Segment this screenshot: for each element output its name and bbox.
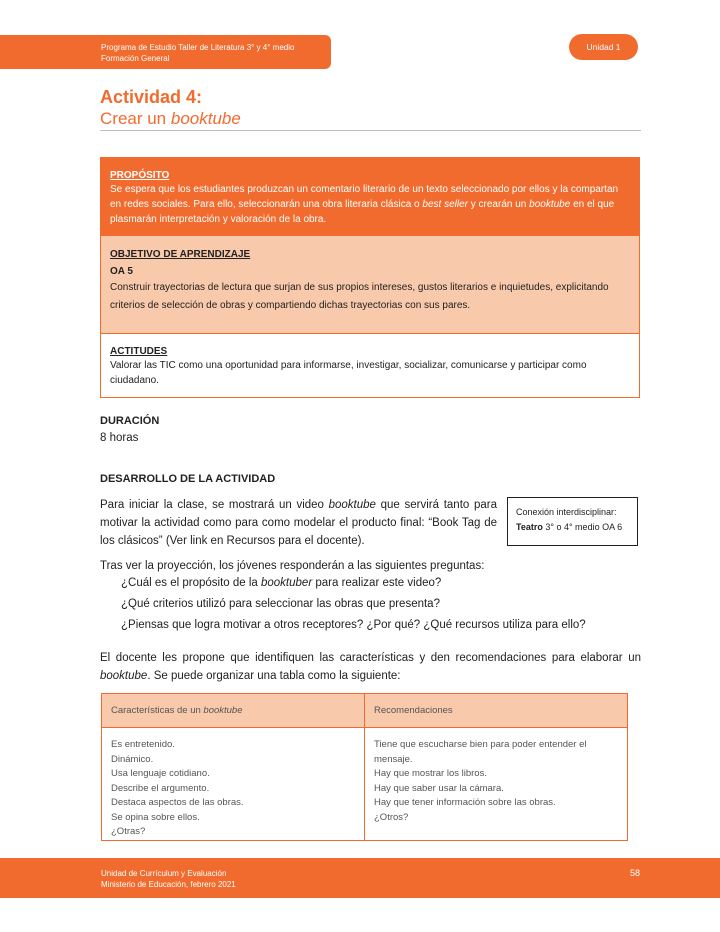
header-left-prefix: Características de un bbox=[111, 705, 204, 716]
purpose-text bbox=[110, 182, 630, 227]
list-item: Es entretenido. bbox=[111, 739, 175, 750]
program-subtitle: Formación General bbox=[101, 54, 170, 63]
objective-box bbox=[100, 235, 640, 334]
development-heading: DESARROLLO DE LA ACTIVIDAD bbox=[100, 473, 276, 485]
list-item: Describe el argumento. bbox=[111, 782, 210, 794]
duration-heading: DURACIÓN bbox=[100, 415, 160, 427]
question-2: ¿Qué criterios utilizó para seleccionar las obras que presenta? bbox=[121, 598, 440, 610]
questions-intro: Tras ver la proyección, los jóvenes responderán a las siguientes preguntas: bbox=[100, 560, 485, 572]
program-header bbox=[0, 35, 331, 69]
header-left-italic: booktube bbox=[203, 705, 243, 716]
attitudes-text: Valorar las TIC como una oportunidad para informarse, investigar, socializar, comunicarse y participar como ciudadano. bbox=[110, 360, 587, 386]
duration-value: 8 horas bbox=[100, 432, 139, 444]
activity-title-block bbox=[100, 86, 641, 130]
recommendations-cell bbox=[365, 728, 628, 841]
list-item: Destaca aspectos de las obras. bbox=[111, 797, 244, 808]
intro-part2: que servirá tanto para motivar la actividad como para como modelar el producto final: “Book Tag de los clásicos” (Ver link en Recursos para el docente). bbox=[100, 499, 497, 547]
purpose-text-part2: y crearán un bbox=[467, 199, 530, 210]
purpose-text-italic1: best seller bbox=[422, 199, 468, 210]
unit-badge: Unidad 1 bbox=[569, 34, 638, 60]
list-item: ¿Otros? bbox=[374, 811, 409, 823]
question-1-part1: ¿Cuál es el propósito de la bbox=[121, 577, 261, 589]
activity-subtitle-italic: booktube bbox=[170, 109, 241, 128]
footer-credits bbox=[101, 868, 236, 890]
page-number: 58 bbox=[629, 868, 640, 878]
list-item: Hay que saber usar la cámara. bbox=[374, 782, 504, 794]
connection-detail bbox=[516, 520, 637, 535]
question-1 bbox=[121, 574, 441, 592]
purpose-text-part3: en el que plasmarán interpretación y valoración de la obra. bbox=[110, 199, 615, 225]
list-item: ¿Otras? bbox=[111, 826, 146, 837]
objective-heading: OBJETIVO DE APRENDIZAJE bbox=[110, 249, 251, 260]
table-header-row bbox=[102, 694, 628, 728]
list-item: Se opina sobre ellos. bbox=[111, 811, 200, 823]
list-item: Dinámico. bbox=[111, 753, 154, 765]
footer-line2: Ministerio de Educación, febrero 2021 bbox=[101, 880, 236, 889]
table-header-characteristics bbox=[102, 694, 365, 728]
connection-subject: Teatro bbox=[516, 522, 543, 532]
purpose-text-part1: Se espera que los estudiantes produzcan un comentario literario de un texto seleccionado por ellos y la compartan en redes sociales. Para ello, seleccionarán una obra literaria clásica o bbox=[110, 184, 619, 210]
connection-detail-text: 3° o 4° medio OA 6 bbox=[542, 522, 623, 532]
teacher-part2: . Se puede organizar una tabla como la siguiente: bbox=[147, 670, 401, 682]
attitudes-heading: ACTITUDES bbox=[110, 346, 168, 357]
list-item: Hay que mostrar los libros. bbox=[374, 768, 487, 779]
objective-text: Construir trayectorias de lectura que surjan de sus propios intereses, gustos literarios e inquietudes, explicitando criterios de selección de obras y compartiendo dichas trayectorias con sus pares. bbox=[110, 282, 609, 311]
program-title: Programa de Estudio Taller de Literatura 3° y 4° medio bbox=[101, 43, 295, 52]
footer-line1: Unidad de Currículum y Evaluación bbox=[101, 869, 227, 878]
activity-title: Actividad 4: bbox=[100, 87, 203, 107]
activity-subtitle bbox=[100, 108, 641, 130]
objective-code: OA 5 bbox=[110, 266, 133, 277]
attitudes-box bbox=[100, 333, 640, 398]
connection-label: Conexión interdisciplinar: bbox=[516, 507, 617, 517]
purpose-heading: PROPÓSITO bbox=[110, 170, 170, 181]
interdisciplinary-connection-box bbox=[507, 497, 638, 546]
question-1-italic: booktuber bbox=[261, 577, 313, 589]
question-1-part2: para realizar este video? bbox=[312, 577, 442, 589]
development-intro bbox=[100, 496, 497, 550]
purpose-text-italic2: booktube bbox=[529, 199, 571, 210]
activity-subtitle-prefix: Crear un bbox=[100, 109, 171, 128]
intro-italic: booktube bbox=[328, 499, 376, 511]
purpose-box bbox=[100, 157, 640, 236]
list-item: Hay que tener información sobre las obras. bbox=[374, 797, 556, 808]
table-row bbox=[102, 728, 628, 841]
table-header-recommendations: Recomendaciones bbox=[365, 694, 628, 728]
booktube-table bbox=[101, 693, 628, 841]
list-item: Tiene que escucharse bien para poder entender el mensaje. bbox=[374, 739, 587, 765]
list-item: Usa lenguaje cotidiano. bbox=[111, 768, 210, 779]
teacher-proposal bbox=[100, 649, 641, 685]
page-footer bbox=[0, 858, 720, 898]
teacher-part1: El docente les propone que identifiquen las características y den recomendaciones para elaborar un bbox=[100, 652, 641, 664]
characteristics-cell bbox=[102, 728, 365, 841]
question-3: ¿Piensas que logra motivar a otros receptores? ¿Por qué? ¿Qué recursos utiliza para ello? bbox=[121, 619, 586, 631]
teacher-italic: booktube bbox=[100, 670, 148, 682]
intro-part1: Para iniciar la clase, se mostrará un video bbox=[100, 499, 329, 511]
title-divider bbox=[100, 130, 641, 131]
